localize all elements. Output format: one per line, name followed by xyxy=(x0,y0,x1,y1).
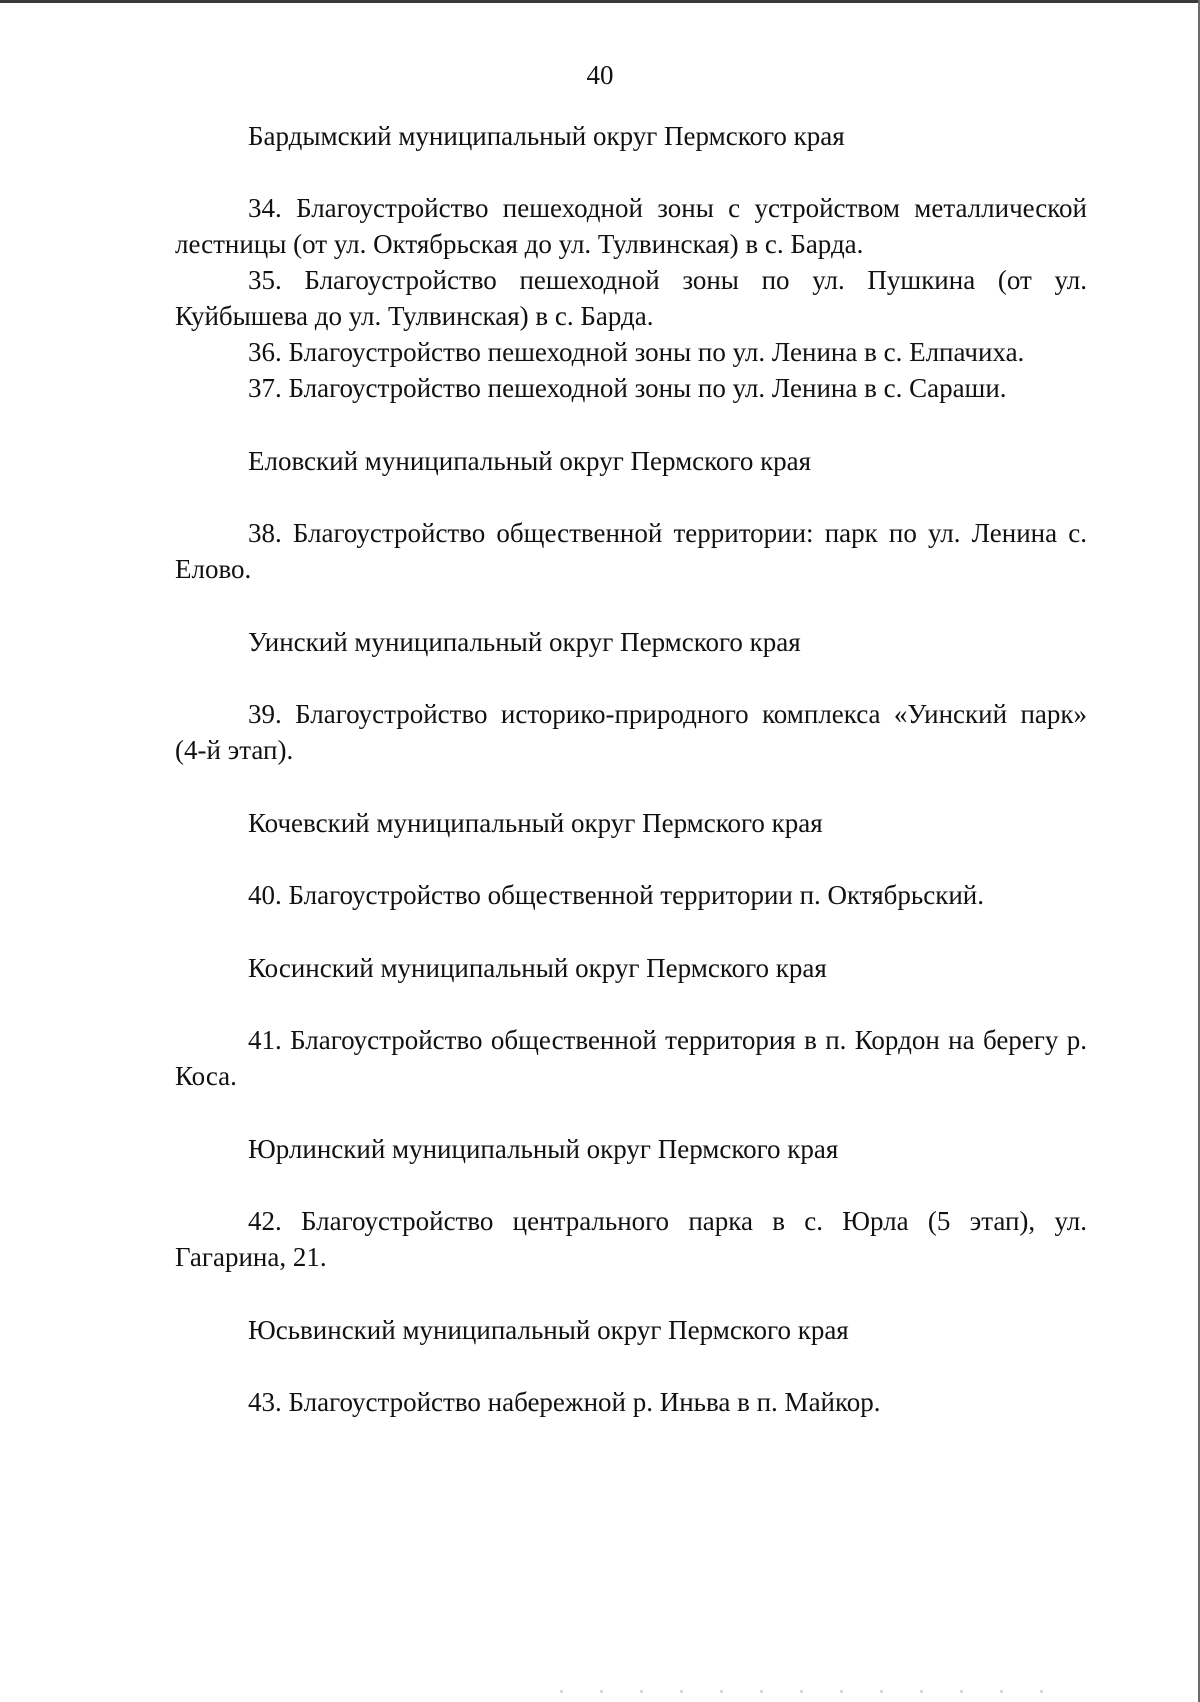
list-item: 37. Благоустройство пешеходной зоны по ул. Ленина в с. Сараши. xyxy=(248,373,1007,403)
list-item: 36. Благоустройство пешеходной зоны по ул. Ленина в с. Елпачиха. xyxy=(248,337,1025,367)
list-item: 43. Благоустройство набережной р. Иньва в п. Майкор. xyxy=(248,1387,881,1417)
section-elovsky xyxy=(175,443,1087,587)
page-number: 40 xyxy=(586,60,614,90)
list-item: 39. Благоустройство историко-природного комплекса «Уинский парк» (4-й этап). xyxy=(175,699,1087,765)
scan-edge-top xyxy=(0,0,1200,3)
scan-noise xyxy=(560,1690,1080,1693)
list-item: 38. Благоустройство общественной территории: парк по ул. Ленина с. Елово. xyxy=(175,518,1087,584)
section-heading: Косинский муниципальный округ Пермского края xyxy=(248,953,827,983)
list-item: 34. Благоустройство пешеходной зоны с устройством металлической лестницы (от ул. Октябрьская до ул. Тулвинская) в с. Барда. xyxy=(175,193,1087,259)
document-body xyxy=(175,118,1087,1420)
section-heading: Уинский муниципальный округ Пермского края xyxy=(248,627,801,657)
section-heading: Бардымский муниципальный округ Пермского края xyxy=(248,121,845,151)
list-item: 41. Благоустройство общественной территория в п. Кордон на берегу р. Коса. xyxy=(175,1025,1087,1091)
section-heading: Еловский муниципальный округ Пермского края xyxy=(248,446,812,476)
section-yurlinsky xyxy=(175,1131,1087,1275)
section-kosinsky xyxy=(175,950,1087,1094)
list-item: 40. Благоустройство общественной территории п. Октябрьский. xyxy=(248,880,984,910)
section-bardymsky xyxy=(175,118,1087,406)
section-heading: Юрлинский муниципальный округ Пермского края xyxy=(248,1134,839,1164)
list-item: 35. Благоустройство пешеходной зоны по ул. Пушкина (от ул. Куйбышева до ул. Тулвинская) в с. Барда. xyxy=(175,265,1087,331)
section-kochevsky xyxy=(175,805,1087,913)
section-uinsky xyxy=(175,624,1087,768)
list-item: 42. Благоустройство центрального парка в с. Юрла (5 этап), ул. Гагарина, 21. xyxy=(175,1206,1087,1272)
section-yusvinsky xyxy=(175,1312,1087,1420)
section-heading: Юсьвинский муниципальный округ Пермского края xyxy=(248,1315,849,1345)
section-heading: Кочевский муниципальный округ Пермского края xyxy=(248,808,823,838)
